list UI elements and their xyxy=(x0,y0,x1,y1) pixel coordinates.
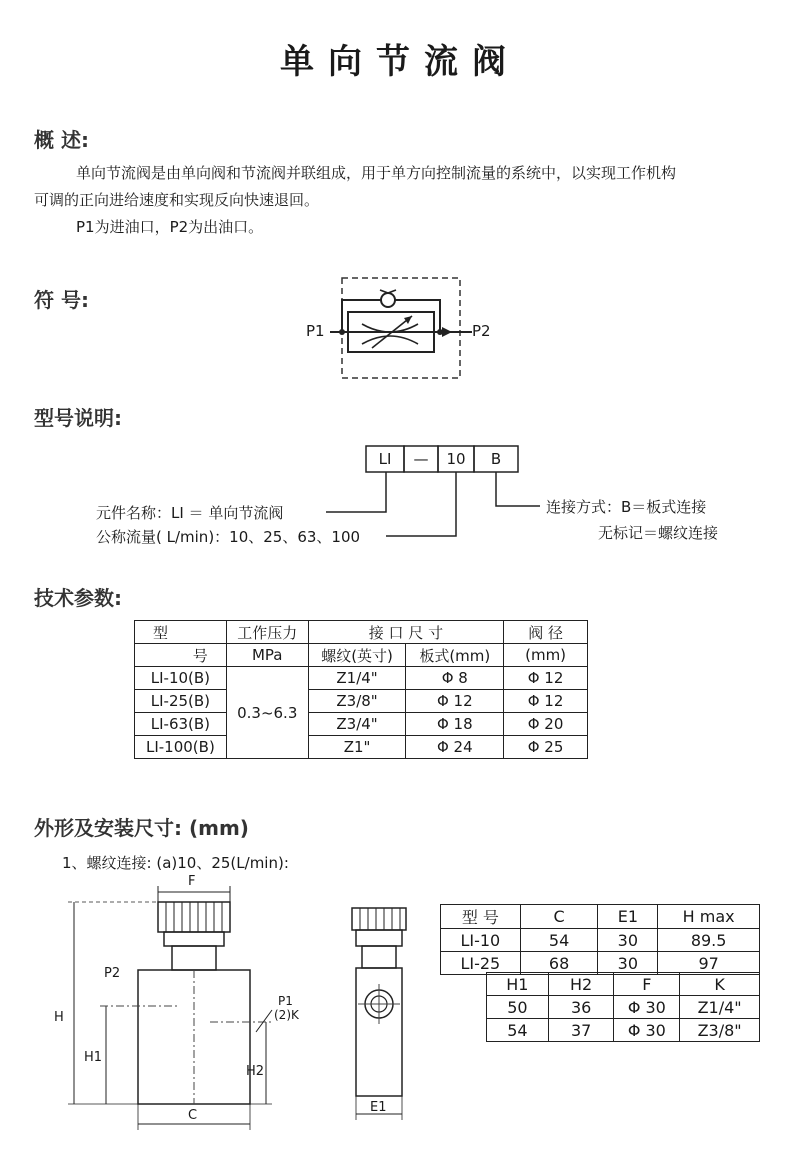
leader-name xyxy=(326,472,386,512)
table-row: LI-10(B) 0.3~6.3 Z1/4" Φ 8 Φ 12 xyxy=(135,667,588,690)
dim-label-p2: P2 xyxy=(104,966,121,981)
overview-line-1: 单向节流阀是由单向阀和节流阀并联组成，用于单方向控制流量的系统中，以实现工作机构 xyxy=(76,164,677,182)
valve-symbol-diagram xyxy=(300,268,500,388)
front-view-drawing xyxy=(60,882,280,1132)
dim-label-e1: E1 xyxy=(370,1100,387,1115)
symbol-label-p1: P1 xyxy=(306,322,325,340)
symbol-flow-arrow xyxy=(442,327,452,337)
dim-label-f: F xyxy=(188,874,196,889)
symbol-throttle-lower xyxy=(362,336,418,344)
tech-heading: 技术参数: xyxy=(34,586,122,610)
model-connection-desc: 连接方式：B＝板式连接 xyxy=(546,498,707,516)
overview-heading: 概 述: xyxy=(34,128,89,152)
table-row: LI-10 54 30 89.5 xyxy=(441,929,760,952)
dims-subheading: 1、螺纹连接: (a)10、25(L/min): xyxy=(62,854,289,872)
dim-label-p1: P1 xyxy=(278,994,293,1008)
table-row: LI-100(B) Z1" Φ 24 Φ 25 xyxy=(135,736,588,759)
leader-flow xyxy=(386,472,456,536)
side-view-drawing xyxy=(334,900,424,1126)
th-pressure: 工作压力 xyxy=(226,621,308,644)
model-heading: 型号说明: xyxy=(34,406,122,430)
model-code-part-1: LI xyxy=(378,450,392,468)
overview-line-3: P1为进油口，P2为出油口。 xyxy=(76,218,264,236)
page-title: 单向节流阀 xyxy=(280,42,520,82)
overview-line-2: 可调的正向进给速度和实现反向快速退回。 xyxy=(34,191,320,209)
dim-label-k: (2)K xyxy=(274,1008,299,1022)
model-flow-desc: 公称流量( L/min)：10、25、63、100 xyxy=(96,528,361,546)
th-pressure-unit: MPa xyxy=(226,644,308,667)
model-thread-desc: 无标记＝螺纹连接 xyxy=(598,524,719,542)
th-bore-unit: (mm) xyxy=(504,644,588,667)
symbol-heading: 符 号: xyxy=(34,288,89,312)
table-row: LI-25(B) Z3/8" Φ 12 Φ 12 xyxy=(135,690,588,713)
th-type-bottom: 号 xyxy=(135,644,227,667)
symbol-check-ball xyxy=(381,293,395,307)
dim-label-h: H xyxy=(54,1010,64,1025)
th-bore: 阀 径 xyxy=(504,621,588,644)
dim-label-h1: H1 xyxy=(84,1050,103,1065)
model-code-part-4: B xyxy=(490,450,502,468)
table-row: LI-25 68 30 97 xyxy=(441,952,760,975)
th-port: 接 口 尺 寸 xyxy=(308,621,503,644)
model-name-desc: 元件名称：LI ＝ 单向节流阀 xyxy=(96,504,284,522)
dims-table-2: H1 H2 F K 50 36 Φ 30 Z1/4" 54 37 Φ 30 Z3/8" xyxy=(486,972,760,1042)
pressure-range: 0.3~6.3 xyxy=(226,667,308,759)
dims-table-1: 型 号 C E1 H max LI-10 54 30 89.5 LI-25 68 30 97 xyxy=(440,904,760,975)
model-code-part-3: 10 xyxy=(446,450,466,468)
tech-params-table xyxy=(134,620,588,759)
symbol-arrowhead xyxy=(404,316,412,324)
table-row: 50 36 Φ 30 Z1/4" xyxy=(487,996,760,1019)
table-row: LI-63(B) Z3/4" Φ 18 Φ 20 xyxy=(135,713,588,736)
th-thread: 螺纹(英寸) xyxy=(308,644,406,667)
th-type-top: 型 xyxy=(135,621,227,644)
dim-label-c: C xyxy=(188,1108,198,1123)
symbol-throttle-upper xyxy=(362,324,418,332)
model-code-part-2: — xyxy=(413,450,429,468)
symbol-label-p2: P2 xyxy=(472,322,491,340)
table-row: 54 37 Φ 30 Z3/8" xyxy=(487,1019,760,1042)
dims-heading: 外形及安装尺寸: (mm) xyxy=(34,816,249,840)
leader-connection xyxy=(496,472,540,506)
th-plate: 板式(mm) xyxy=(406,644,504,667)
dim-label-h2: H2 xyxy=(246,1064,265,1079)
